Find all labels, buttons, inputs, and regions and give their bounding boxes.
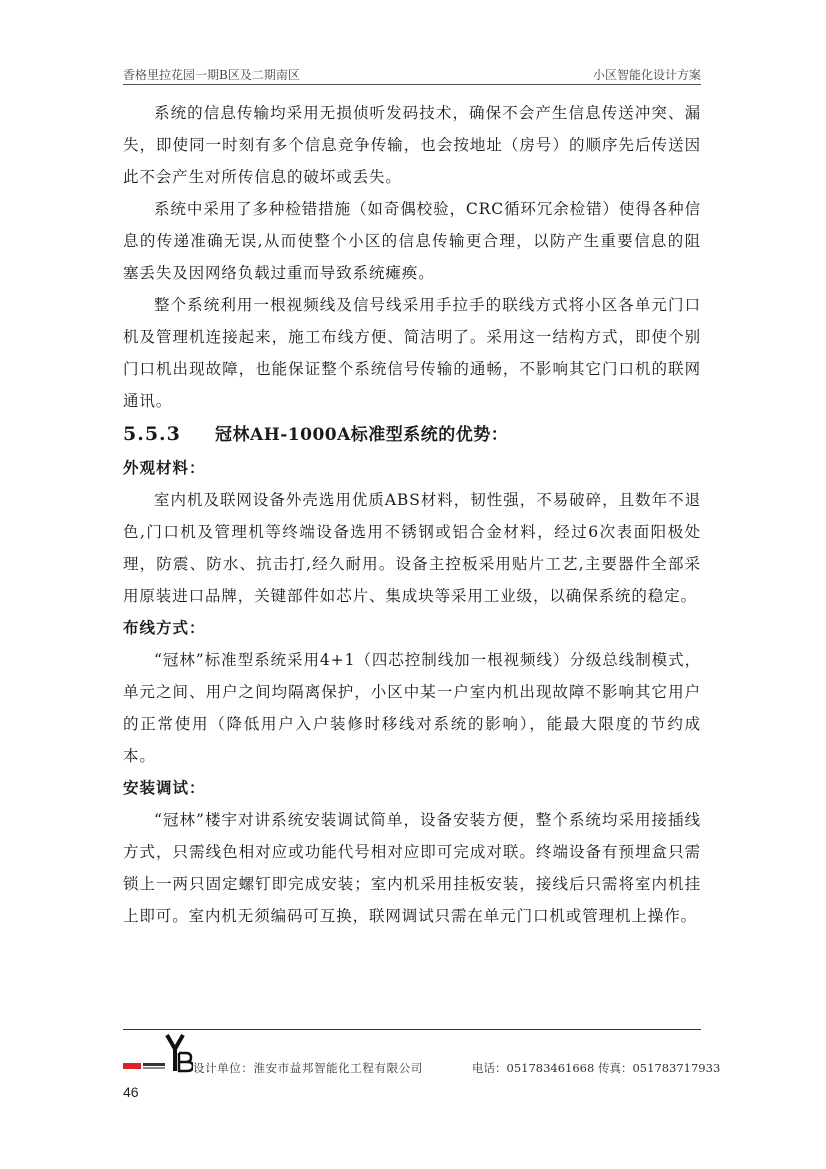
section-heading [123,417,701,452]
paragraph-wiring-topology: 整个系统利用一根视频线及信号线采用手拉手的联线方式将小区各单元门口机及管理机连接起来，施工布线方便、简洁明了。采用这一结构方式，即使个别门口机出现故障，也能保证整个系统信号传输的通畅，不影响其它门口机的联网通讯。 [123,296,701,410]
page-content [123,97,701,932]
paragraph-transmission: 系统的信息传输均采用无损侦听发码技术，确保不会产生信息传送冲突、漏失，即使同一时刻有多个信息竞争传输，也会按地址（房号）的顺序先后传送因此不会产生对所传信息的破坏或丢失。 [123,104,701,186]
company-logo [123,1033,193,1073]
footer-divider [123,1029,701,1030]
header-project-name: 香格里拉花园一期B区及二期南区 [123,68,300,82]
subheading-appearance: 外观材料： [123,458,206,477]
paragraph-wiring: “冠林”标准型系统采用4+1（四芯控制线加一根视频线）分级总线制模式，单元之间、用户之间均隔离保护，小区中某一户室内机出现故障不影响其它用户的正常使用（降低用户入户装修时移线对系统的影响），能最大限度的节约成本。 [123,651,701,765]
footer-contact: 电话：051783461668 传真：051783717933 [472,1061,721,1075]
page-number: 46 [123,1084,139,1100]
section-number: 5.5.3 [123,423,181,445]
subheading-wiring: 布线方式： [123,618,206,637]
section-title: 冠林AH-1000A标准型系统的优势： [215,425,509,445]
paragraph-error-checking: 系统中采用了多种检错措施（如奇偶校验，CRC循环冗余检错）使得各种信息的传递准确无误,从而使整个小区的信息传输更合理，以防产生重要信息的阻塞丢失及因网络负载过重而导致系统瘫痪。 [123,200,701,282]
paragraph-installation: “冠林”楼宇对讲系统安装调试简单，设备安装方便，整个系统均采用接插线方式，只需线色相对应或功能代号相对应即可完成对联。终端设备有预埋盒只需锁上一两只固定螺钉即完成安装；室内机采用挂板安装，接线后只需将室内机挂上即可。室内机无须编码可互换，联网调试只需在单元门口机或管理机上操作。 [123,811,701,925]
page-header [123,64,701,85]
paragraph-appearance: 室内机及联网设备外壳选用优质ABS材料，韧性强，不易破碎，且数年不退色,门口机及管理机等终端设备选用不锈钢或铝合金材料，经过6次表面阳极处理，防震、防水、抗击打,经久耐用。设备主控板采用贴片工艺,主要器件全部采用原装进口品牌，关键部件如芯片、集成块等采用工业级，以确保系统的稳定。 [123,491,701,605]
subheading-installation: 安装调试： [123,778,206,797]
footer-design-unit: 设计单位：淮安市益邦智能化工程有限公司 [193,1061,423,1075]
header-document-title: 小区智能化设计方案 [592,68,701,82]
